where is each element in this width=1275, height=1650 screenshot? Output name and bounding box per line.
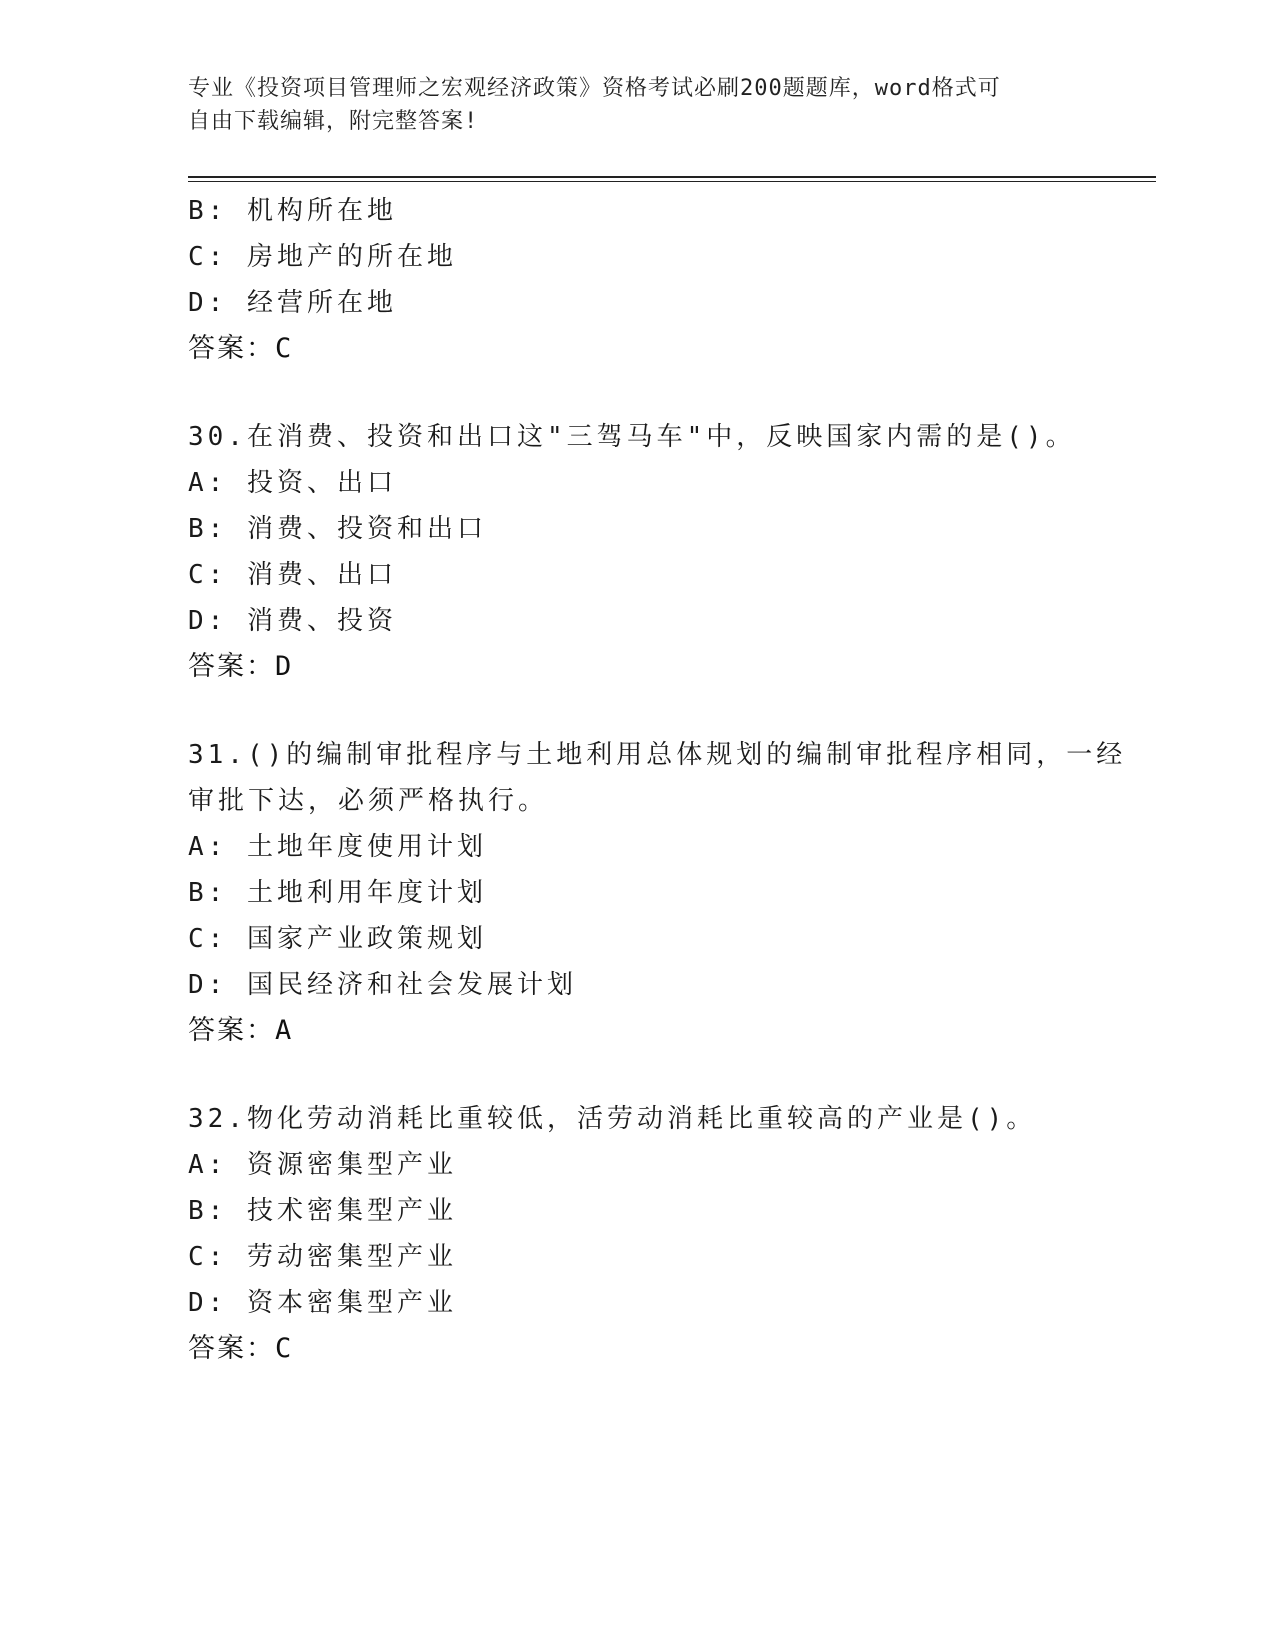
question-stem: 30.在消费、投资和出口这"三驾马车"中，反映国家内需的是()。 bbox=[188, 422, 1076, 452]
question-31 bbox=[188, 732, 1127, 1054]
option-a: A: 投资、出口 bbox=[188, 468, 397, 498]
answer: 答案：C bbox=[188, 1333, 294, 1364]
option-d: D: 经营所在地 bbox=[188, 288, 397, 318]
option-b: B: 技术密集型产业 bbox=[188, 1196, 457, 1226]
question-stem: 32.物化劳动消耗比重较低，活劳动消耗比重较高的产业是()。 bbox=[188, 1104, 1037, 1134]
option-b: B: 消费、投资和出口 bbox=[188, 514, 487, 544]
question-stem-line-2: 审批下达，必须严格执行。 bbox=[188, 786, 549, 816]
spacer bbox=[188, 372, 1088, 414]
option-a: A: 土地年度使用计划 bbox=[188, 832, 487, 862]
option-d: D: 资本密集型产业 bbox=[188, 1288, 457, 1318]
option-c: C: 房地产的所在地 bbox=[188, 242, 457, 272]
header-rule-thick bbox=[188, 176, 1156, 178]
question-30 bbox=[188, 414, 1088, 690]
option-c: C: 消费、出口 bbox=[188, 560, 397, 590]
spacer bbox=[188, 690, 1088, 732]
option-c: C: 国家产业政策规划 bbox=[188, 924, 487, 954]
question-stem-line-1: 31.()的编制审批程序与土地利用总体规划的编制审批程序相同，一经 bbox=[188, 740, 1127, 770]
header-rule-thin bbox=[188, 181, 1156, 182]
option-a: A: 资源密集型产业 bbox=[188, 1150, 457, 1180]
question-29 bbox=[188, 188, 1088, 372]
question-list bbox=[188, 188, 1127, 1372]
answer: 答案：A bbox=[188, 1015, 294, 1046]
question-32 bbox=[188, 1096, 1088, 1372]
option-d: D: 消费、投资 bbox=[188, 606, 397, 636]
option-b: B: 土地利用年度计划 bbox=[188, 878, 487, 908]
spacer bbox=[188, 1054, 1088, 1096]
option-d: D: 国民经济和社会发展计划 bbox=[188, 970, 577, 1000]
option-b: B: 机构所在地 bbox=[188, 196, 397, 226]
document-header bbox=[188, 72, 1088, 138]
header-line-2: 自由下载编辑，附完整答案! bbox=[188, 109, 479, 134]
answer: 答案：D bbox=[188, 651, 294, 682]
header-line-1: 专业《投资项目管理师之宏观经济政策》资格考试必刷200题题库，word格式可 bbox=[188, 76, 1001, 101]
option-c: C: 劳动密集型产业 bbox=[188, 1242, 457, 1272]
answer: 答案：C bbox=[188, 333, 294, 364]
